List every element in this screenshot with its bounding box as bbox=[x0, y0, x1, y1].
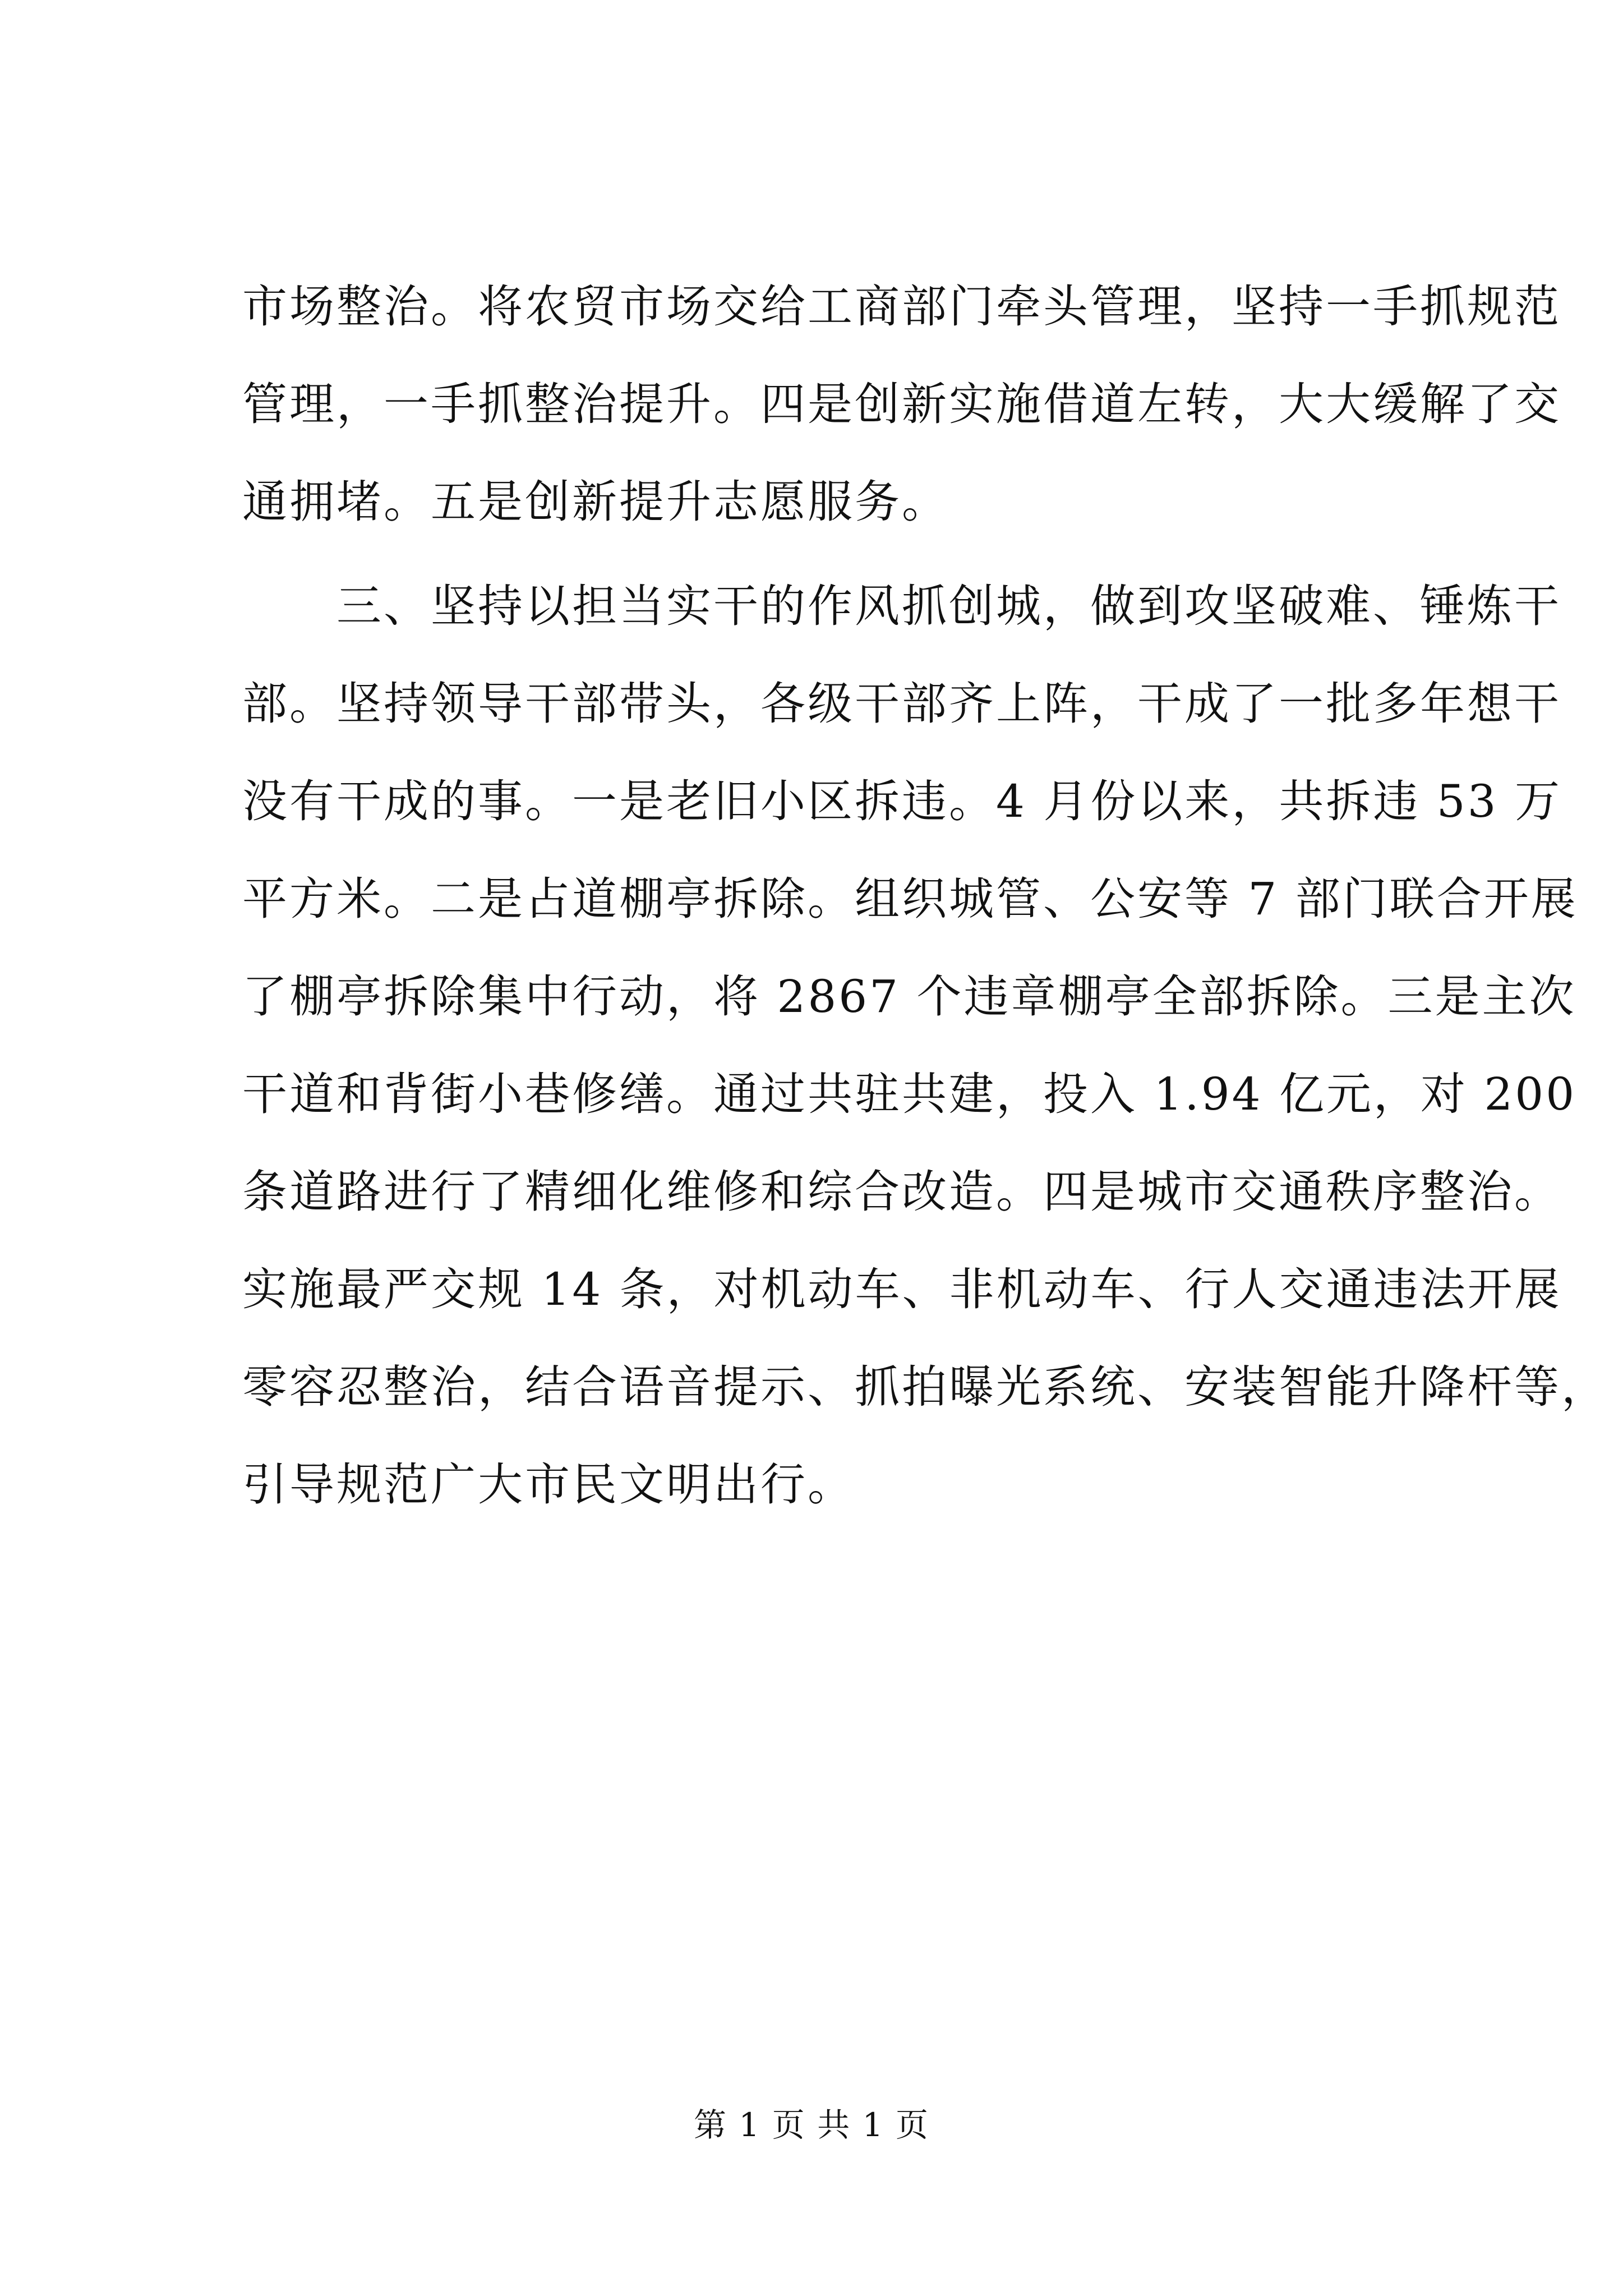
text-line-11: 实施最严交规 14 条，对机动车、非机动车、行人交通违法开展 bbox=[242, 1263, 1562, 1315]
text-line-1: 市场整治。将农贸市场交给工商部门牵头管理，坚持一手抓规范 bbox=[242, 280, 1561, 333]
page-footer: 第 1 页 共 1 页 bbox=[694, 2106, 929, 2144]
text-line-13: 引导规范广大市民文明出行。 bbox=[242, 1458, 855, 1511]
text-line-5: 部。坚持领导干部带头，各级干部齐上阵，干成了一批多年想干 bbox=[242, 678, 1561, 730]
text-line-8: 了棚亭拆除集中行动，将 2867 个违章棚亭全部拆除。三是主次 bbox=[242, 970, 1576, 1023]
text-line-4: 三、坚持以担当实干的作风抓创城，做到攻坚破难、锤炼干 bbox=[242, 580, 1561, 632]
text-line-9: 干道和背街小巷修缮。通过共驻共建，投入 1.94 亿元，对 200 bbox=[242, 1068, 1577, 1120]
paragraph-gap bbox=[242, 551, 1459, 558]
text-line-10: 条道路进行了精细化维修和综合改造。四是城市交通秩序整治。 bbox=[242, 1166, 1561, 1218]
text-line-12: 零容忍整治，结合语音提示、抓拍曝光系统、安装智能升降杆等， bbox=[242, 1361, 1608, 1413]
text-line-7: 平方米。二是占道棚亭拆除。组织城管、公安等 7 部门联合开展 bbox=[242, 873, 1578, 925]
text-line-3: 通拥堵。五是创新提升志愿服务。 bbox=[242, 476, 949, 528]
document-body bbox=[242, 258, 1608, 1534]
text-line-6: 没有干成的事。一是老旧小区拆违。4 月份以来，共拆违 53 万 bbox=[242, 775, 1562, 827]
text-line-2: 管理，一手抓整治提升。四是创新实施借道左转，大大缓解了交 bbox=[242, 378, 1561, 430]
